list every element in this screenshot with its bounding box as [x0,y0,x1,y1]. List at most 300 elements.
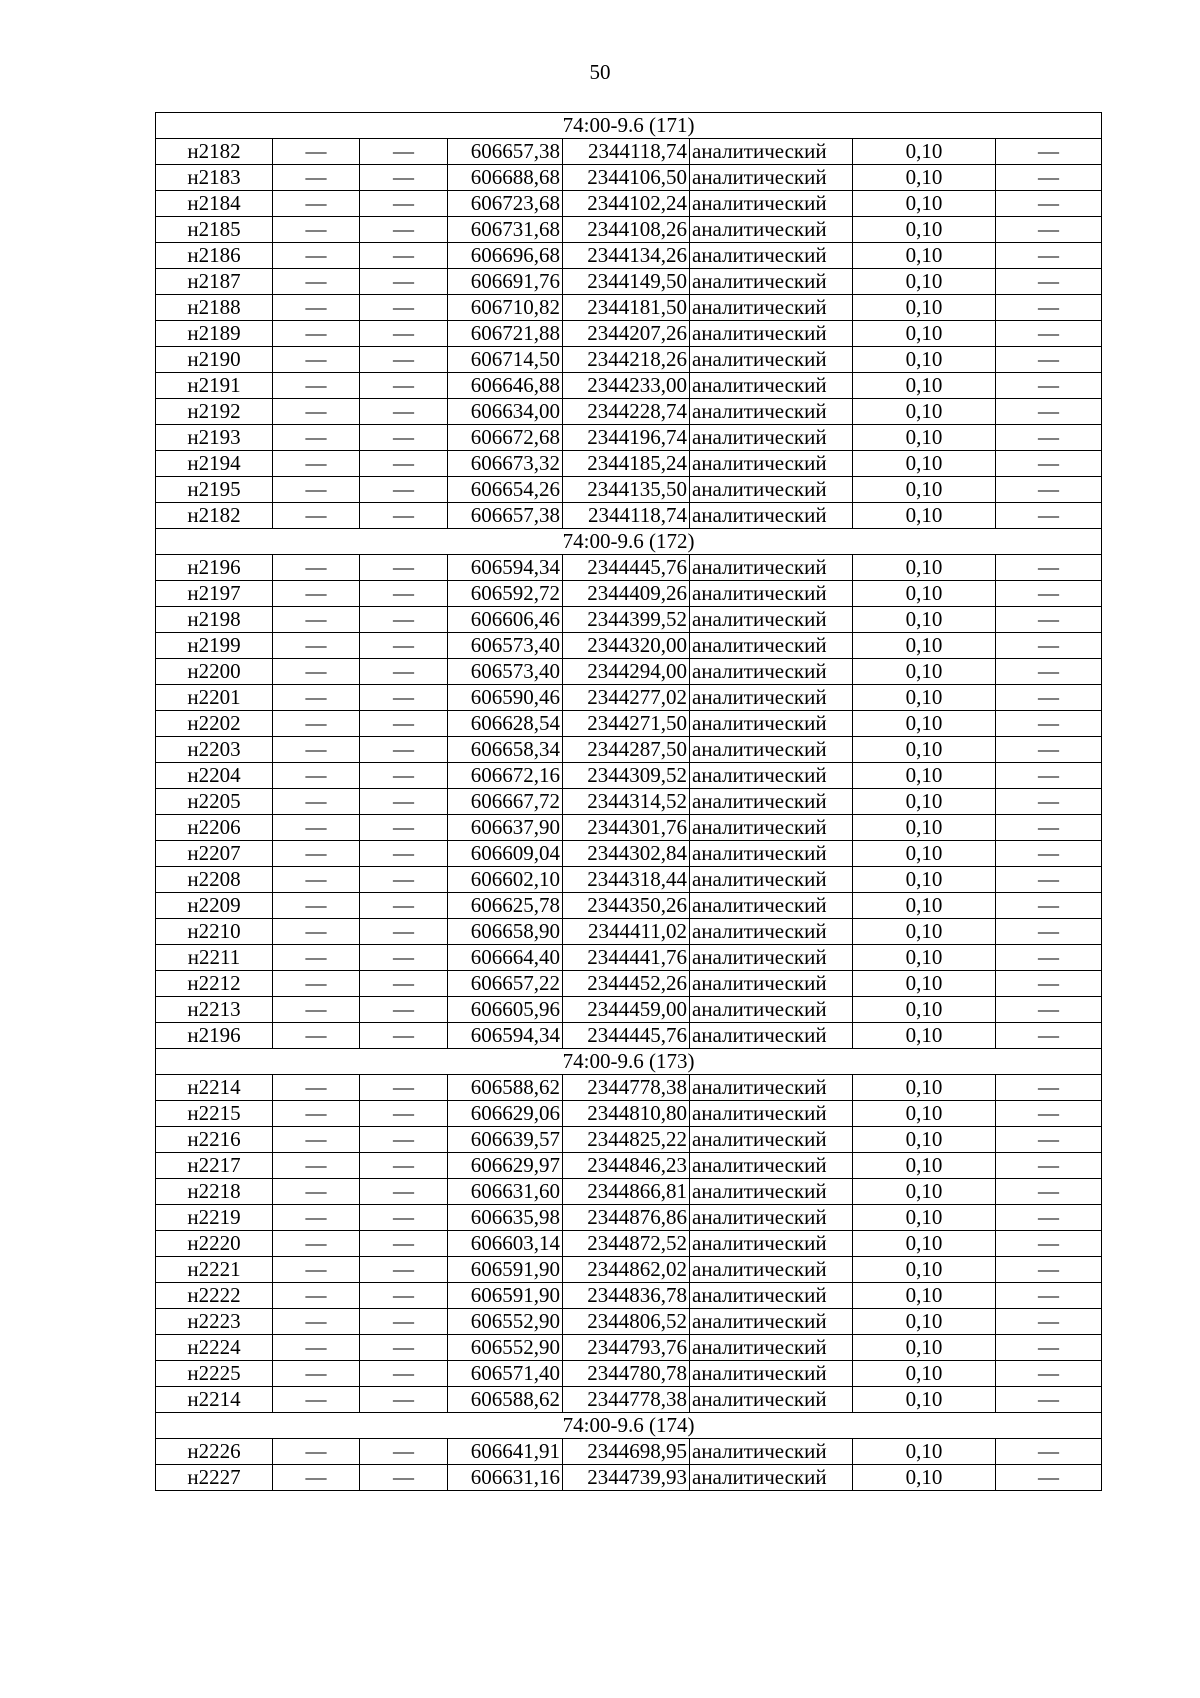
accuracy-cell: 0,10 [853,1335,996,1361]
old-x-cell: — [273,919,360,945]
coordinates-table [155,112,1102,1491]
description-cell: — [996,841,1102,867]
old-y-cell: — [360,711,448,737]
old-x-cell: — [273,997,360,1023]
method-cell: аналитический [690,451,853,477]
accuracy-cell: 0,10 [853,919,996,945]
accuracy-cell: 0,10 [853,399,996,425]
x-coordinate-cell: 606573,40 [448,633,563,659]
y-coordinate-cell: 2344793,76 [563,1335,690,1361]
method-cell: аналитический [690,1361,853,1387]
method-cell: аналитический [690,607,853,633]
description-cell: — [996,191,1102,217]
table-row [156,1179,1102,1205]
old-y-cell: — [360,945,448,971]
x-coordinate-cell: 606657,38 [448,139,563,165]
old-y-cell: — [360,867,448,893]
point-name-cell: н2227 [156,1465,273,1491]
method-cell: аналитический [690,191,853,217]
old-x-cell: — [273,607,360,633]
table-row [156,815,1102,841]
accuracy-cell: 0,10 [853,685,996,711]
point-name-cell: н2211 [156,945,273,971]
section-header: 74:00-9.6 (174) [156,1413,1102,1439]
accuracy-cell: 0,10 [853,191,996,217]
x-coordinate-cell: 606672,68 [448,425,563,451]
x-coordinate-cell: 606628,54 [448,711,563,737]
method-cell: аналитический [690,737,853,763]
section-header-row [156,1049,1102,1075]
description-cell: — [996,1231,1102,1257]
method-cell: аналитический [690,321,853,347]
old-x-cell: — [273,1257,360,1283]
y-coordinate-cell: 2344866,81 [563,1179,690,1205]
old-y-cell: — [360,919,448,945]
y-coordinate-cell: 2344441,76 [563,945,690,971]
point-name-cell: н2183 [156,165,273,191]
table-row [156,1361,1102,1387]
old-y-cell: — [360,1179,448,1205]
table-row [156,581,1102,607]
old-y-cell: — [360,1439,448,1465]
x-coordinate-cell: 606657,38 [448,503,563,529]
old-x-cell: — [273,1205,360,1231]
old-x-cell: — [273,1361,360,1387]
y-coordinate-cell: 2344185,24 [563,451,690,477]
old-y-cell: — [360,217,448,243]
description-cell: — [996,269,1102,295]
point-name-cell: н2184 [156,191,273,217]
old-y-cell: — [360,477,448,503]
old-x-cell: — [273,1075,360,1101]
x-coordinate-cell: 606731,68 [448,217,563,243]
x-coordinate-cell: 606594,34 [448,555,563,581]
x-coordinate-cell: 606641,91 [448,1439,563,1465]
accuracy-cell: 0,10 [853,971,996,997]
y-coordinate-cell: 2344810,80 [563,1101,690,1127]
method-cell: аналитический [690,425,853,451]
description-cell: — [996,243,1102,269]
x-coordinate-cell: 606631,60 [448,1179,563,1205]
point-name-cell: н2187 [156,269,273,295]
table-row [156,1023,1102,1049]
x-coordinate-cell: 606606,46 [448,607,563,633]
accuracy-cell: 0,10 [853,1465,996,1491]
point-name-cell: н2185 [156,217,273,243]
point-name-cell: н2217 [156,1153,273,1179]
table-row [156,633,1102,659]
table-row [156,1257,1102,1283]
description-cell: — [996,295,1102,321]
old-x-cell: — [273,347,360,373]
old-x-cell: — [273,1439,360,1465]
point-name-cell: н2203 [156,737,273,763]
method-cell: аналитический [690,763,853,789]
description-cell: — [996,373,1102,399]
old-x-cell: — [273,945,360,971]
y-coordinate-cell: 2344218,26 [563,347,690,373]
y-coordinate-cell: 2344134,26 [563,243,690,269]
old-x-cell: — [273,711,360,737]
point-name-cell: н2204 [156,763,273,789]
old-x-cell: — [273,373,360,399]
description-cell: — [996,1361,1102,1387]
point-name-cell: н2220 [156,1231,273,1257]
point-name-cell: н2197 [156,581,273,607]
old-y-cell: — [360,581,448,607]
y-coordinate-cell: 2344872,52 [563,1231,690,1257]
method-cell: аналитический [690,503,853,529]
description-cell: — [996,1075,1102,1101]
table-row [156,165,1102,191]
point-name-cell: н2200 [156,659,273,685]
x-coordinate-cell: 606658,34 [448,737,563,763]
table-row [156,269,1102,295]
accuracy-cell: 0,10 [853,607,996,633]
old-y-cell: — [360,451,448,477]
description-cell: — [996,607,1102,633]
y-coordinate-cell: 2344320,00 [563,633,690,659]
method-cell: аналитический [690,1179,853,1205]
old-x-cell: — [273,243,360,269]
y-coordinate-cell: 2344302,84 [563,841,690,867]
method-cell: аналитический [690,399,853,425]
method-cell: аналитический [690,477,853,503]
point-name-cell: н2201 [156,685,273,711]
description-cell: — [996,399,1102,425]
old-y-cell: — [360,1127,448,1153]
y-coordinate-cell: 2344108,26 [563,217,690,243]
y-coordinate-cell: 2344876,86 [563,1205,690,1231]
table-row [156,1101,1102,1127]
x-coordinate-cell: 606552,90 [448,1309,563,1335]
method-cell: аналитический [690,1101,853,1127]
y-coordinate-cell: 2344698,95 [563,1439,690,1465]
old-y-cell: — [360,165,448,191]
description-cell: — [996,867,1102,893]
old-y-cell: — [360,841,448,867]
old-x-cell: — [273,295,360,321]
x-coordinate-cell: 606603,14 [448,1231,563,1257]
accuracy-cell: 0,10 [853,373,996,399]
description-cell: — [996,1439,1102,1465]
old-x-cell: — [273,1309,360,1335]
description-cell: — [996,711,1102,737]
y-coordinate-cell: 2344836,78 [563,1283,690,1309]
section-header-row [156,1413,1102,1439]
accuracy-cell: 0,10 [853,789,996,815]
old-y-cell: — [360,1361,448,1387]
point-name-cell: н2223 [156,1309,273,1335]
method-cell: аналитический [690,997,853,1023]
old-x-cell: — [273,1335,360,1361]
page-number: 50 [589,60,611,84]
table-row [156,191,1102,217]
accuracy-cell: 0,10 [853,867,996,893]
table-row [156,919,1102,945]
table-row [156,607,1102,633]
old-y-cell: — [360,633,448,659]
accuracy-cell: 0,10 [853,269,996,295]
description-cell: — [996,633,1102,659]
old-y-cell: — [360,1023,448,1049]
method-cell: аналитический [690,919,853,945]
accuracy-cell: 0,10 [853,1309,996,1335]
old-y-cell: — [360,269,448,295]
old-y-cell: — [360,1465,448,1491]
old-y-cell: — [360,295,448,321]
method-cell: аналитический [690,243,853,269]
method-cell: аналитический [690,1387,853,1413]
y-coordinate-cell: 2344233,00 [563,373,690,399]
table-row [156,1335,1102,1361]
method-cell: аналитический [690,685,853,711]
accuracy-cell: 0,10 [853,1231,996,1257]
old-y-cell: — [360,659,448,685]
y-coordinate-cell: 2344314,52 [563,789,690,815]
old-x-cell: — [273,555,360,581]
y-coordinate-cell: 2344409,26 [563,581,690,607]
table-row [156,841,1102,867]
point-name-cell: н2196 [156,1023,273,1049]
y-coordinate-cell: 2344277,02 [563,685,690,711]
section-header-row [156,529,1102,555]
x-coordinate-cell: 606571,40 [448,1361,563,1387]
x-coordinate-cell: 606654,26 [448,477,563,503]
y-coordinate-cell: 2344287,50 [563,737,690,763]
x-coordinate-cell: 606591,90 [448,1283,563,1309]
accuracy-cell: 0,10 [853,1439,996,1465]
accuracy-cell: 0,10 [853,1179,996,1205]
description-cell: — [996,1465,1102,1491]
method-cell: аналитический [690,711,853,737]
y-coordinate-cell: 2344780,78 [563,1361,690,1387]
method-cell: аналитический [690,1205,853,1231]
x-coordinate-cell: 606714,50 [448,347,563,373]
method-cell: аналитический [690,945,853,971]
table-row [156,217,1102,243]
old-y-cell: — [360,893,448,919]
y-coordinate-cell: 2344778,38 [563,1075,690,1101]
point-name-cell: н2195 [156,477,273,503]
accuracy-cell: 0,10 [853,451,996,477]
accuracy-cell: 0,10 [853,633,996,659]
x-coordinate-cell: 606637,90 [448,815,563,841]
old-y-cell: — [360,139,448,165]
table-row [156,971,1102,997]
section-header-row [156,113,1102,139]
old-x-cell: — [273,633,360,659]
description-cell: — [996,971,1102,997]
point-name-cell: н2189 [156,321,273,347]
old-y-cell: — [360,1101,448,1127]
x-coordinate-cell: 606629,06 [448,1101,563,1127]
table-row [156,1127,1102,1153]
table-row [156,659,1102,685]
method-cell: аналитический [690,1257,853,1283]
method-cell: аналитический [690,1127,853,1153]
x-coordinate-cell: 606629,97 [448,1153,563,1179]
point-name-cell: н2215 [156,1101,273,1127]
old-x-cell: — [273,139,360,165]
point-name-cell: н2196 [156,555,273,581]
table-row [156,711,1102,737]
old-y-cell: — [360,997,448,1023]
description-cell: — [996,919,1102,945]
accuracy-cell: 0,10 [853,1153,996,1179]
table-row [156,1283,1102,1309]
point-name-cell: н2182 [156,139,273,165]
method-cell: аналитический [690,139,853,165]
point-name-cell: н2214 [156,1387,273,1413]
old-x-cell: — [273,763,360,789]
point-name-cell: н2206 [156,815,273,841]
table-row [156,1387,1102,1413]
description-cell: — [996,347,1102,373]
table-row [156,1309,1102,1335]
table-row [156,555,1102,581]
method-cell: аналитический [690,1153,853,1179]
table-row [156,685,1102,711]
old-x-cell: — [273,165,360,191]
description-cell: — [996,1257,1102,1283]
x-coordinate-cell: 606590,46 [448,685,563,711]
table-row [156,321,1102,347]
y-coordinate-cell: 2344135,50 [563,477,690,503]
method-cell: аналитический [690,1335,853,1361]
method-cell: аналитический [690,659,853,685]
old-y-cell: — [360,607,448,633]
description-cell: — [996,815,1102,841]
accuracy-cell: 0,10 [853,243,996,269]
method-cell: аналитический [690,789,853,815]
method-cell: аналитический [690,555,853,581]
section-header: 74:00-9.6 (171) [156,113,1102,139]
old-x-cell: — [273,217,360,243]
x-coordinate-cell: 606602,10 [448,867,563,893]
accuracy-cell: 0,10 [853,841,996,867]
old-y-cell: — [360,347,448,373]
method-cell: аналитический [690,581,853,607]
method-cell: аналитический [690,971,853,997]
old-y-cell: — [360,373,448,399]
old-x-cell: — [273,503,360,529]
y-coordinate-cell: 2344118,74 [563,139,690,165]
point-name-cell: н2188 [156,295,273,321]
accuracy-cell: 0,10 [853,893,996,919]
table-row [156,451,1102,477]
old-y-cell: — [360,763,448,789]
old-x-cell: — [273,1127,360,1153]
x-coordinate-cell: 606594,34 [448,1023,563,1049]
old-y-cell: — [360,1309,448,1335]
point-name-cell: н2209 [156,893,273,919]
point-name-cell: н2194 [156,451,273,477]
table-row [156,503,1102,529]
description-cell: — [996,893,1102,919]
old-x-cell: — [273,425,360,451]
y-coordinate-cell: 2344459,00 [563,997,690,1023]
x-coordinate-cell: 606710,82 [448,295,563,321]
old-x-cell: — [273,685,360,711]
y-coordinate-cell: 2344778,38 [563,1387,690,1413]
y-coordinate-cell: 2344862,02 [563,1257,690,1283]
method-cell: аналитический [690,1231,853,1257]
method-cell: аналитический [690,841,853,867]
accuracy-cell: 0,10 [853,1127,996,1153]
x-coordinate-cell: 606588,62 [448,1387,563,1413]
description-cell: — [996,1335,1102,1361]
description-cell: — [996,477,1102,503]
table-row [156,347,1102,373]
table-row [156,373,1102,399]
table-row [156,893,1102,919]
accuracy-cell: 0,10 [853,1361,996,1387]
y-coordinate-cell: 2344294,00 [563,659,690,685]
y-coordinate-cell: 2344452,26 [563,971,690,997]
old-x-cell: — [273,191,360,217]
accuracy-cell: 0,10 [853,659,996,685]
description-cell: — [996,1153,1102,1179]
accuracy-cell: 0,10 [853,1283,996,1309]
accuracy-cell: 0,10 [853,295,996,321]
x-coordinate-cell: 606688,68 [448,165,563,191]
old-x-cell: — [273,399,360,425]
old-y-cell: — [360,1075,448,1101]
x-coordinate-cell: 606639,57 [448,1127,563,1153]
description-cell: — [996,737,1102,763]
description-cell: — [996,165,1102,191]
table-row [156,737,1102,763]
accuracy-cell: 0,10 [853,581,996,607]
old-x-cell: — [273,1465,360,1491]
accuracy-cell: 0,10 [853,1387,996,1413]
accuracy-cell: 0,10 [853,1075,996,1101]
table-row [156,997,1102,1023]
old-y-cell: — [360,1335,448,1361]
description-cell: — [996,789,1102,815]
accuracy-cell: 0,10 [853,555,996,581]
accuracy-cell: 0,10 [853,321,996,347]
y-coordinate-cell: 2344350,26 [563,893,690,919]
table-row [156,1075,1102,1101]
point-name-cell: н2226 [156,1439,273,1465]
table-row [156,1231,1102,1257]
point-name-cell: н2190 [156,347,273,373]
x-coordinate-cell: 606672,16 [448,763,563,789]
old-x-cell: — [273,1179,360,1205]
method-cell: аналитический [690,1465,853,1491]
old-x-cell: — [273,1153,360,1179]
description-cell: — [996,1283,1102,1309]
x-coordinate-cell: 606634,00 [448,399,563,425]
old-y-cell: — [360,1387,448,1413]
old-x-cell: — [273,321,360,347]
point-name-cell: н2202 [156,711,273,737]
table-row [156,1205,1102,1231]
table-row [156,243,1102,269]
x-coordinate-cell: 606691,76 [448,269,563,295]
y-coordinate-cell: 2344318,44 [563,867,690,893]
old-y-cell: — [360,971,448,997]
description-cell: — [996,1205,1102,1231]
old-x-cell: — [273,1283,360,1309]
description-cell: — [996,1179,1102,1205]
method-cell: аналитический [690,347,853,373]
table-row [156,425,1102,451]
method-cell: аналитический [690,893,853,919]
x-coordinate-cell: 606592,72 [448,581,563,607]
